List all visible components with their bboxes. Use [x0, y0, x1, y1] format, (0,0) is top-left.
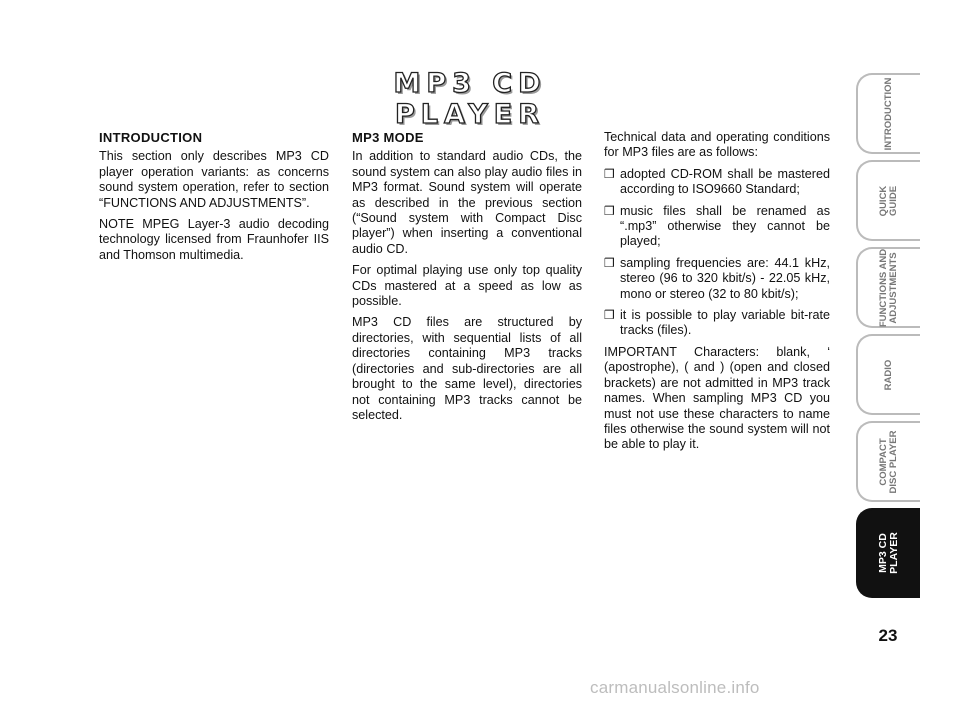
page-title: MP3 CD PLAYER: [393, 68, 547, 130]
column-technical-data: [604, 130, 830, 459]
tab-quick-guide[interactable]: [856, 160, 920, 241]
bullet-text: it is possible to play variable bit-rate tracks (files).: [620, 308, 830, 338]
checkbox-bullet-icon: ❒: [604, 166, 615, 181]
bullet-item: [604, 308, 830, 339]
column-mp3-mode: [352, 130, 582, 429]
page-number: 23: [878, 626, 898, 645]
checkbox-bullet-icon: ❒: [604, 203, 615, 218]
tab-label: INTRODUCTION: [883, 77, 894, 150]
important-paragraph: IMPORTANT Characters: blank, ‘ (apostrophe), ( and ) (open and closed brackets) are not admitted in MP3 track names. When sampling MP3 CD you must not use these characters to name files otherwise the sound system will not be able to play it.: [604, 344, 830, 452]
tab-compact-disc-player[interactable]: [856, 421, 920, 502]
note-paragraph: NOTE MPEG Layer-3 audio decoding technology licensed from Fraunhofer IIS and Thomson multimedia.: [99, 217, 329, 262]
checkbox-bullet-icon: ❒: [604, 308, 615, 323]
mp3-mode-paragraph-3: MP3 CD files are structured by directories, with sequential lists of all directories containing MP3 tracks (directories and sub-directories are all brought to the same level), directories not containing MP3 tracks cannot be selected.: [352, 315, 582, 422]
mp3-mode-paragraph-2: For optimal playing use only top quality CDs mastered at a speed as low as possible.: [352, 263, 582, 309]
introduction-paragraph: This section only describes MP3 CD player operation variants: as concerns sound system operation, refer to section “FUNCTIONS AND ADJUSTMENTS”.: [99, 149, 329, 210]
bullet-item: [604, 256, 830, 302]
bullet-item: [604, 167, 830, 198]
mp3-mode-paragraph-1: In addition to standard audio CDs, the sound system can also play audio files in MP3 format. Sound system will operate as described in the previous section (“Sound system with Compact Disc player”) when inserting a conventional audio CD.: [352, 149, 582, 256]
checkbox-bullet-icon: ❒: [604, 255, 615, 270]
watermark: carmanualsonline.info: [590, 678, 760, 697]
tab-label: MP3 CD PLAYER: [877, 532, 900, 574]
tab-label: FUNCTIONS AND ADJUSTMENTS: [878, 248, 899, 327]
bullet-text: music files shall be renamed as “.mp3” otherwise they cannot be played;: [620, 203, 830, 249]
tab-label: QUICK GUIDE: [878, 185, 899, 216]
bullet-text: adopted CD-ROM shall be mastered according to ISO9660 Standard;: [620, 166, 830, 197]
tab-label: COMPACT DISC PLAYER: [878, 430, 899, 493]
tab-label: RADIO: [883, 359, 894, 390]
section-tabs: [856, 73, 920, 604]
bullet-item: [604, 204, 830, 250]
column-introduction: [99, 130, 329, 269]
bullet-text: sampling frequencies are: 44.1 kHz, stereo (96 to 320 kbit/s) - 22.05 kHz, mono or stereo (32 to 80 kbit/s);: [620, 255, 830, 301]
technical-data-intro: Technical data and operating conditions for MP3 files are as follows:: [604, 130, 830, 160]
tab-functions-and-adjustments[interactable]: [856, 247, 920, 328]
section-heading-introduction: INTRODUCTION: [99, 130, 203, 145]
tab-introduction[interactable]: [856, 73, 920, 154]
tab-mp3-cd-player[interactable]: [856, 508, 920, 598]
tab-radio[interactable]: [856, 334, 920, 415]
section-heading-mp3-mode: MP3 MODE: [352, 130, 424, 145]
